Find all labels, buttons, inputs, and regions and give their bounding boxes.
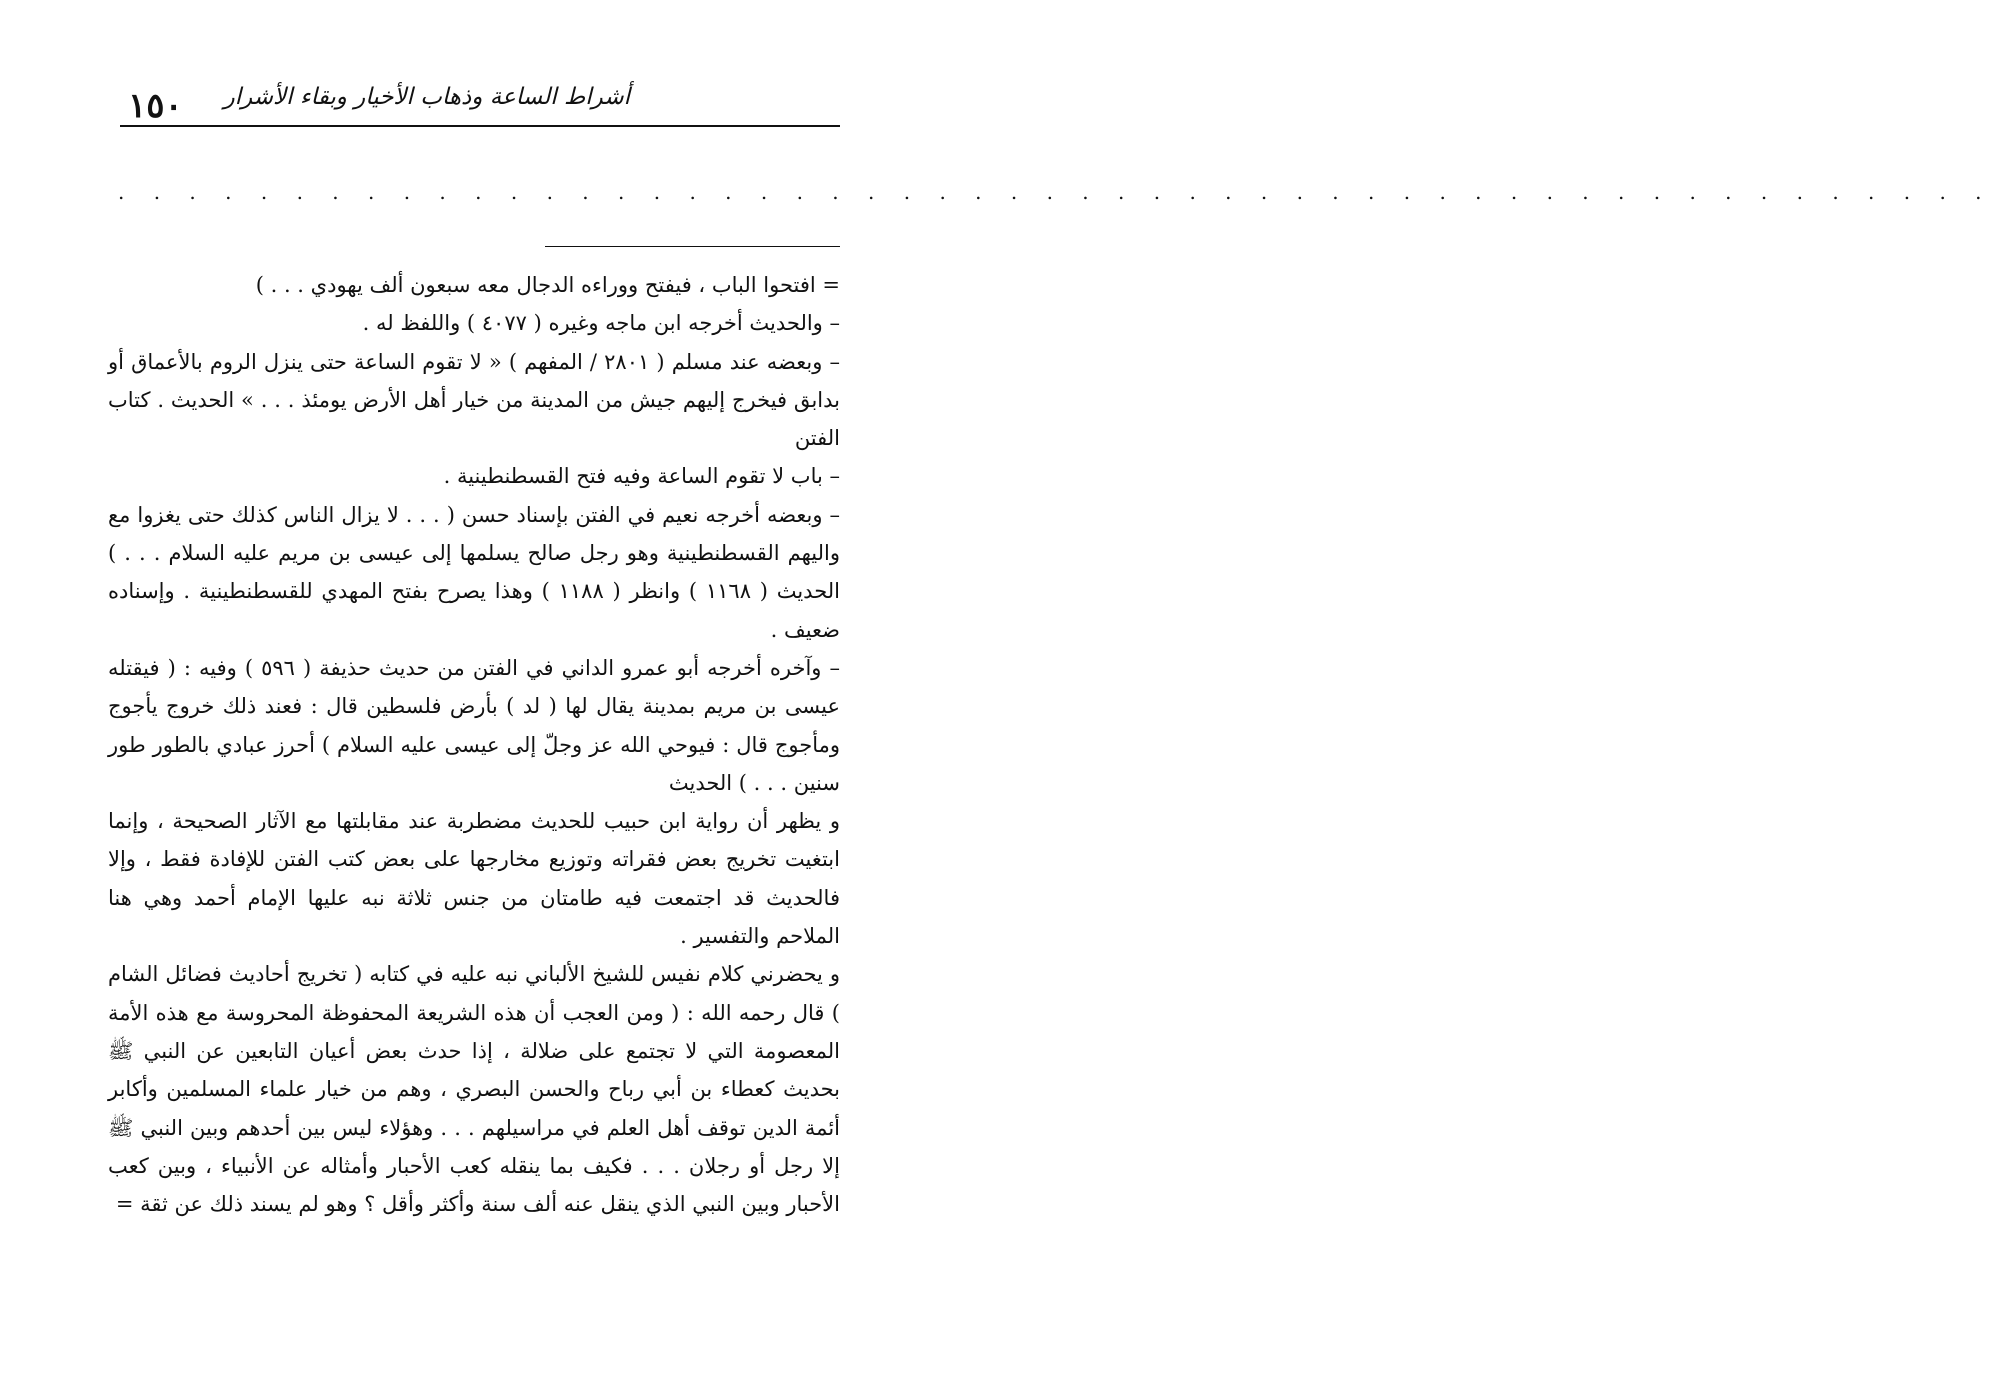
paragraph: – والحديث أخرجه ابن ماجه وغيره ( ٤٠٧٧ ) واللفظ له . [362,311,840,336]
footnote-rule [545,246,840,247]
body-text [108,266,840,1223]
running-header: أشراط الساعة وذهاب الأخيار وبقاء الأشرار [223,84,630,110]
page-number: ١٥٠ [128,86,183,126]
header-rule [120,125,840,127]
paragraph: = افتحوا الباب ، فيفتح ووراءه الدجال معه سبعون ألف يهودي . . . ) [255,273,840,297]
paragraph: و يظهر أن رواية ابن حبيب للحديث مضطربة عند مقابلتها مع الآثار الصحيحة ، وإنما ابتغيت تخريج بعض فقراته وتوزيع مخارجها على بعض كتب الفتن للإفادة فقط ، وإلا فالحديث قد اجتمعت فيه طامتان من جنس ثلاثة نبه عليها الإمام أحمد وهي هنا الملاحم والتفسير . [108,809,840,949]
paragraph: – وبعضه عند مسلم ( ٢٨٠١ / المفهم ) « لا تقوم الساعة حتى ينزل الروم بالأعماق أو بدابق فيخرج إليهم جيش من المدينة من خيار أهل الأرض يومئذ . . . » الحديث . كتاب الفتن [108,349,840,451]
paragraph: – باب لا تقوم الساعة وفيه فتح القسطنطينية . [443,464,840,489]
paragraph: و يحضرني كلام نفيس للشيخ الألباني نبه عليه في كتابه ( تخريج أحاديث فضائل الشام ) قال رحمه الله : ( ومن العجب أن هذه الشريعة المحفوظة المحروسة مع هذه الأمة المعصومة التي لا تجتمع على ضلالة ، إذا حدث بعض أعيان التابعين عن النبي ﷺ بحديث كعطاء بن أبي رباح والحسن البصري ، وهم من خيار علماء المسلمين وأكابر أئمة الدين توقف أهل العلم في مراسيلهم . . . وهؤلاء ليس بين أحدهم وبين النبي ﷺ إلا رجل أو رجلان . . . فكيف بما ينقله كعب الأحبار وأمثاله عن الأنبياء ، وبين كعب الأحبار وبين النبي الذي ينقل عنه ألف سنة وأكثر وأقل ؟ وهو لم يسند ذلك عن ثقة = [108,962,840,1217]
paragraph: – وبعضه أخرجه نعيم في الفتن بإسناد حسن ( . . . لا يزال الناس كذلك حتى يغزوا مع واليهم القسطنطينية وهو رجل صالح يسلمها إلى عيسى بن مريم عليه السلام . . . ) الحديث ( ١١٦٨ ) وانظر ( ١١٨٨ ) وهذا يصرح بفتح المهدي للقسطنطينية . وإسناده ضعيف . [108,502,840,642]
paragraph: – وآخره أخرجه أبو عمرو الداني في الفتن من حديث حذيفة ( ٥٩٦ ) وفيه : ( فيقتله عيسى بن مريم بمدينة يقال لها ( لد ) بأرض فلسطين قال : فعند ذلك خروج يأجوج ومأجوج قال : فيوحي الله عز وجلّ إلى عيسى عليه السلام ) أحرز عبادي بالطور طور سنين . . . ) الحديث [108,655,840,795]
separator-dots: . . . . . . . . . . . . . . . . . . . . . . . . . . . . . . . . . . . . . . . . . . . . . . . . . . . . . [118,180,1993,204]
